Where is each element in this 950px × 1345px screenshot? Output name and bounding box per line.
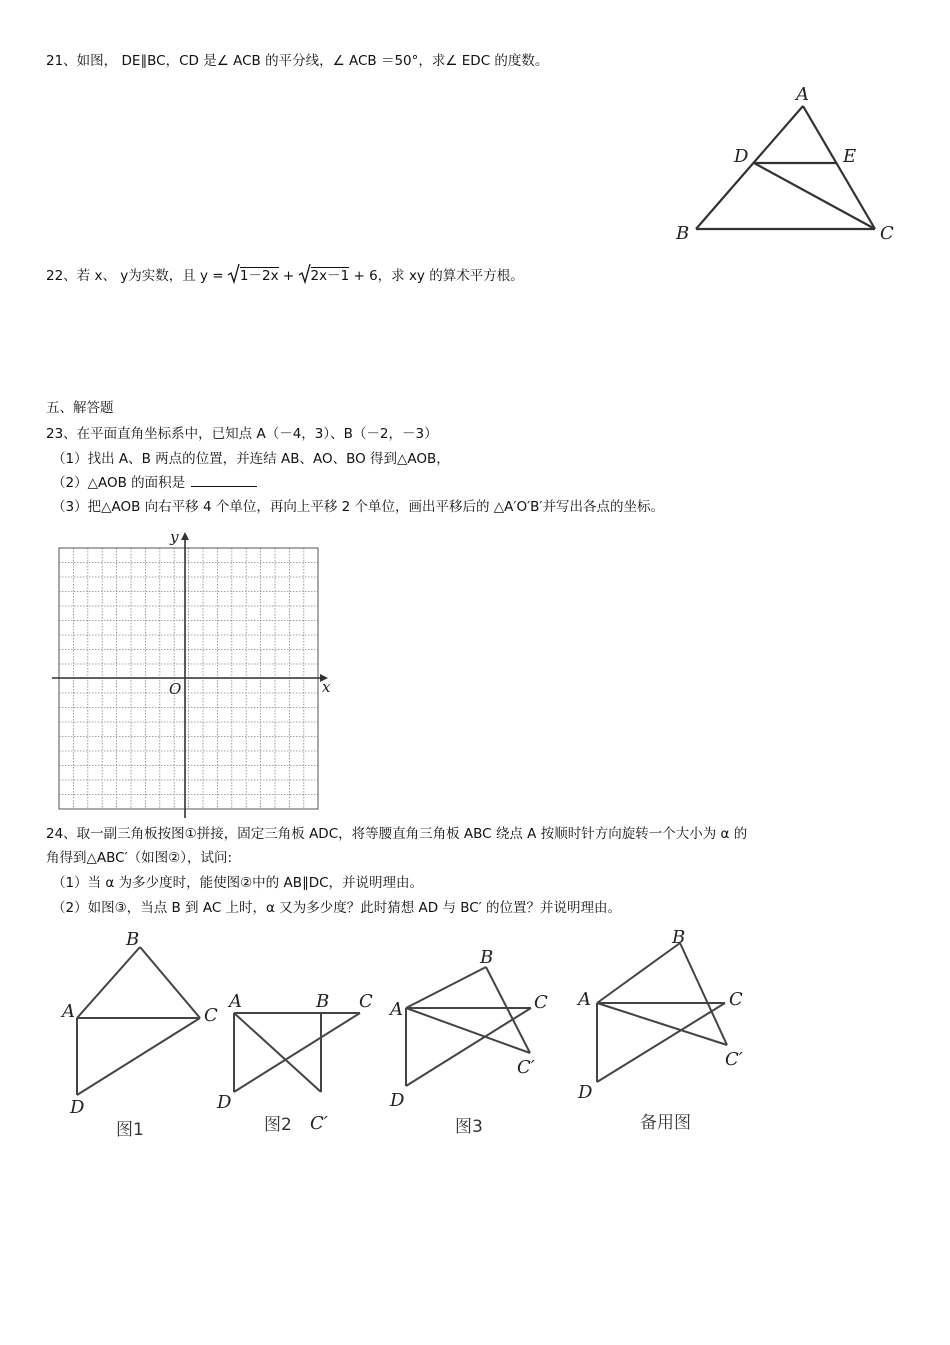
sqrt-2 <box>299 264 350 285</box>
q21-label-C: C <box>880 223 894 244</box>
fig3-caption: 图3 <box>455 1117 483 1137</box>
backup-label-D: D <box>578 1082 593 1103</box>
section-title: 五、解答题 <box>46 400 114 416</box>
q22-radicand2: 2x－1 <box>310 268 350 284</box>
q21-line-AB <box>696 106 803 229</box>
q23-part3: （3）把△AOB 向右平移 4 个单位，再向上平移 2 个单位，画出平移后的 △A′O′B′并写出各点的坐标。 <box>52 499 664 515</box>
q24-figures <box>0 925 950 1155</box>
q21-label-D: D <box>734 146 749 167</box>
figure-3 <box>406 967 531 1086</box>
backup-label-Cp: C′ <box>725 1049 743 1070</box>
fig1-label-B: B <box>126 929 140 950</box>
fig1-label-A: A <box>62 1001 75 1022</box>
q23-part2 <box>52 474 257 492</box>
q22-suffix: + 6，求 xy 的算术平方根。 <box>349 268 524 284</box>
fig3-label-C: C <box>534 992 548 1013</box>
fig2-label-C: C <box>359 991 373 1012</box>
fig3-label-A: A <box>390 999 403 1020</box>
q21-label-E: E <box>843 146 857 167</box>
coordinate-grid <box>52 526 342 826</box>
q23-part2-text: （2）△AOB 的面积是 <box>52 475 186 491</box>
fig3-label-Cp: C′ <box>517 1057 535 1078</box>
fig1-label-D: D <box>70 1097 85 1118</box>
x-axis-label: x <box>322 678 331 696</box>
q22-text <box>46 264 524 285</box>
backup-label-A: A <box>578 989 591 1010</box>
backup-label-B: B <box>672 927 686 948</box>
backup-caption: 备用图 <box>640 1113 691 1133</box>
fig2-label-B: B <box>316 991 330 1012</box>
fig2-label-D: D <box>217 1092 232 1113</box>
q22-radicand1: 1－2x <box>239 268 279 284</box>
origin-label: O <box>169 680 182 698</box>
q21-label-A: A <box>796 84 809 105</box>
fig3-label-D: D <box>390 1090 405 1111</box>
figure-2 <box>234 1013 360 1092</box>
fig2-label-Cp: C′ <box>310 1113 328 1134</box>
figure-backup <box>597 943 727 1082</box>
q23-stem: 23、在平面直角坐标系中，已知点 A（－4，3）、B（－2，－3） <box>46 426 438 442</box>
backup-label-C: C <box>729 989 743 1010</box>
y-axis-label: y <box>170 528 179 546</box>
fig1-caption: 图1 <box>116 1120 144 1140</box>
figure-1 <box>77 947 200 1095</box>
q24-line2: 角得到△ABC′（如图②），试问: <box>46 850 233 866</box>
y-axis-arrow <box>181 532 189 540</box>
q24-line1: 24、取一副三角板按图①拼接，固定三角板 ADC，将等腰直角三角板 ABC 绕点 A 按顺时针方向旋转一个大小为 α 的 <box>46 826 748 842</box>
q23-part1: （1）找出 A、B 两点的位置，并连结 AB、AO、BO 得到△AOB， <box>52 451 450 467</box>
answer-blank[interactable] <box>191 474 257 487</box>
q22-plus1: + <box>278 268 299 284</box>
fig2-label-A: A <box>229 991 242 1012</box>
sqrt-1 <box>228 264 279 285</box>
q24-part1: （1）当 α 为多少度时，能使图②中的 AB∥DC，并说明理由。 <box>52 875 424 891</box>
q21-figure <box>670 82 900 247</box>
fig2-caption: 图2 <box>264 1115 292 1135</box>
q21-label-B: B <box>676 223 690 244</box>
fig3-label-B: B <box>480 947 494 968</box>
q21-text: 21、如图， DE∥BC，CD 是∠ ACB 的平分线，∠ ACB ＝50°，求∠ EDC 的度数。 <box>46 53 549 69</box>
q22-prefix: 22、若 x、 y为实数，且 y = <box>46 268 228 284</box>
q24-part2: （2）如图③，当点 B 到 AC 上时，α 又为多少度？此时猜想 AD 与 BC′ 的位置？并说明理由。 <box>52 900 622 916</box>
fig1-label-C: C <box>204 1005 218 1026</box>
